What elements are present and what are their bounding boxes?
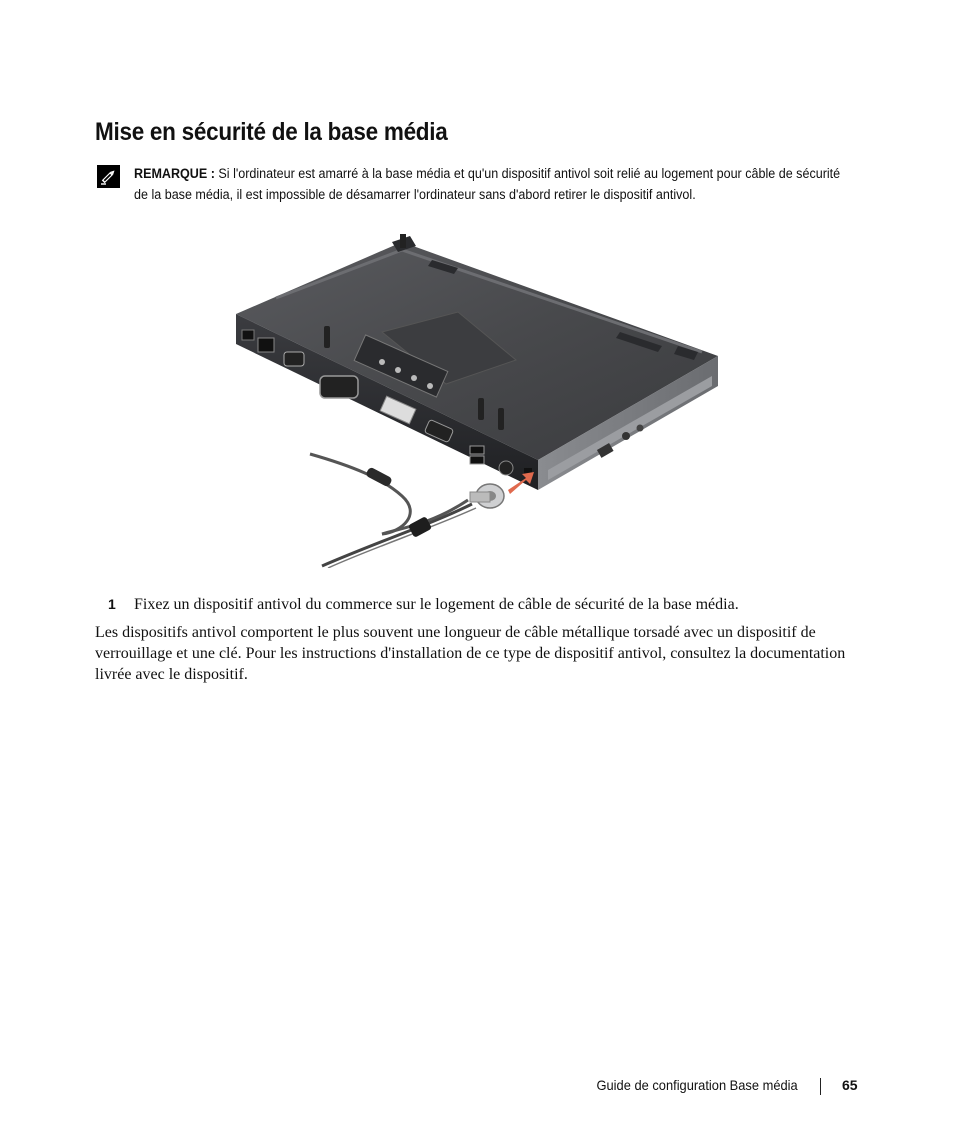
page-title: Mise en sécurité de la base média [95,118,448,146]
note-text [134,163,841,205]
media-base-with-security-cable-illustration [232,228,726,568]
page-number: 65 [842,1077,858,1093]
callout-text: Fixez un dispositif antivol du commerce sur le logement de câble de sécurité de la base média. [134,596,739,613]
page-footer [0,1075,954,1099]
callout-number: 1 [108,596,116,612]
footer-title: Guide de configuration Base média [596,1077,798,1093]
note-label: REMARQUE : [134,166,215,181]
pencil-note-icon [97,165,120,188]
footer-separator [820,1078,821,1095]
body-paragraph: Les dispositifs antivol comportent le plus souvent une longueur de câble métallique torsadé avec un dispositif de verrouillage et une clé. Pour les instructions d'installation de ce type de dispositif antivol, consultez la documentation livrée avec le dispositif. [95,624,846,683]
note-body: Si l'ordinateur est amarré à la base média et qu'un dispositif antivol soit relié au logement pour câble de sécurité de la base média, il est impossible de désamarrer l'ordinateur sans d'abord retirer le dispositif antivol. [134,166,841,202]
